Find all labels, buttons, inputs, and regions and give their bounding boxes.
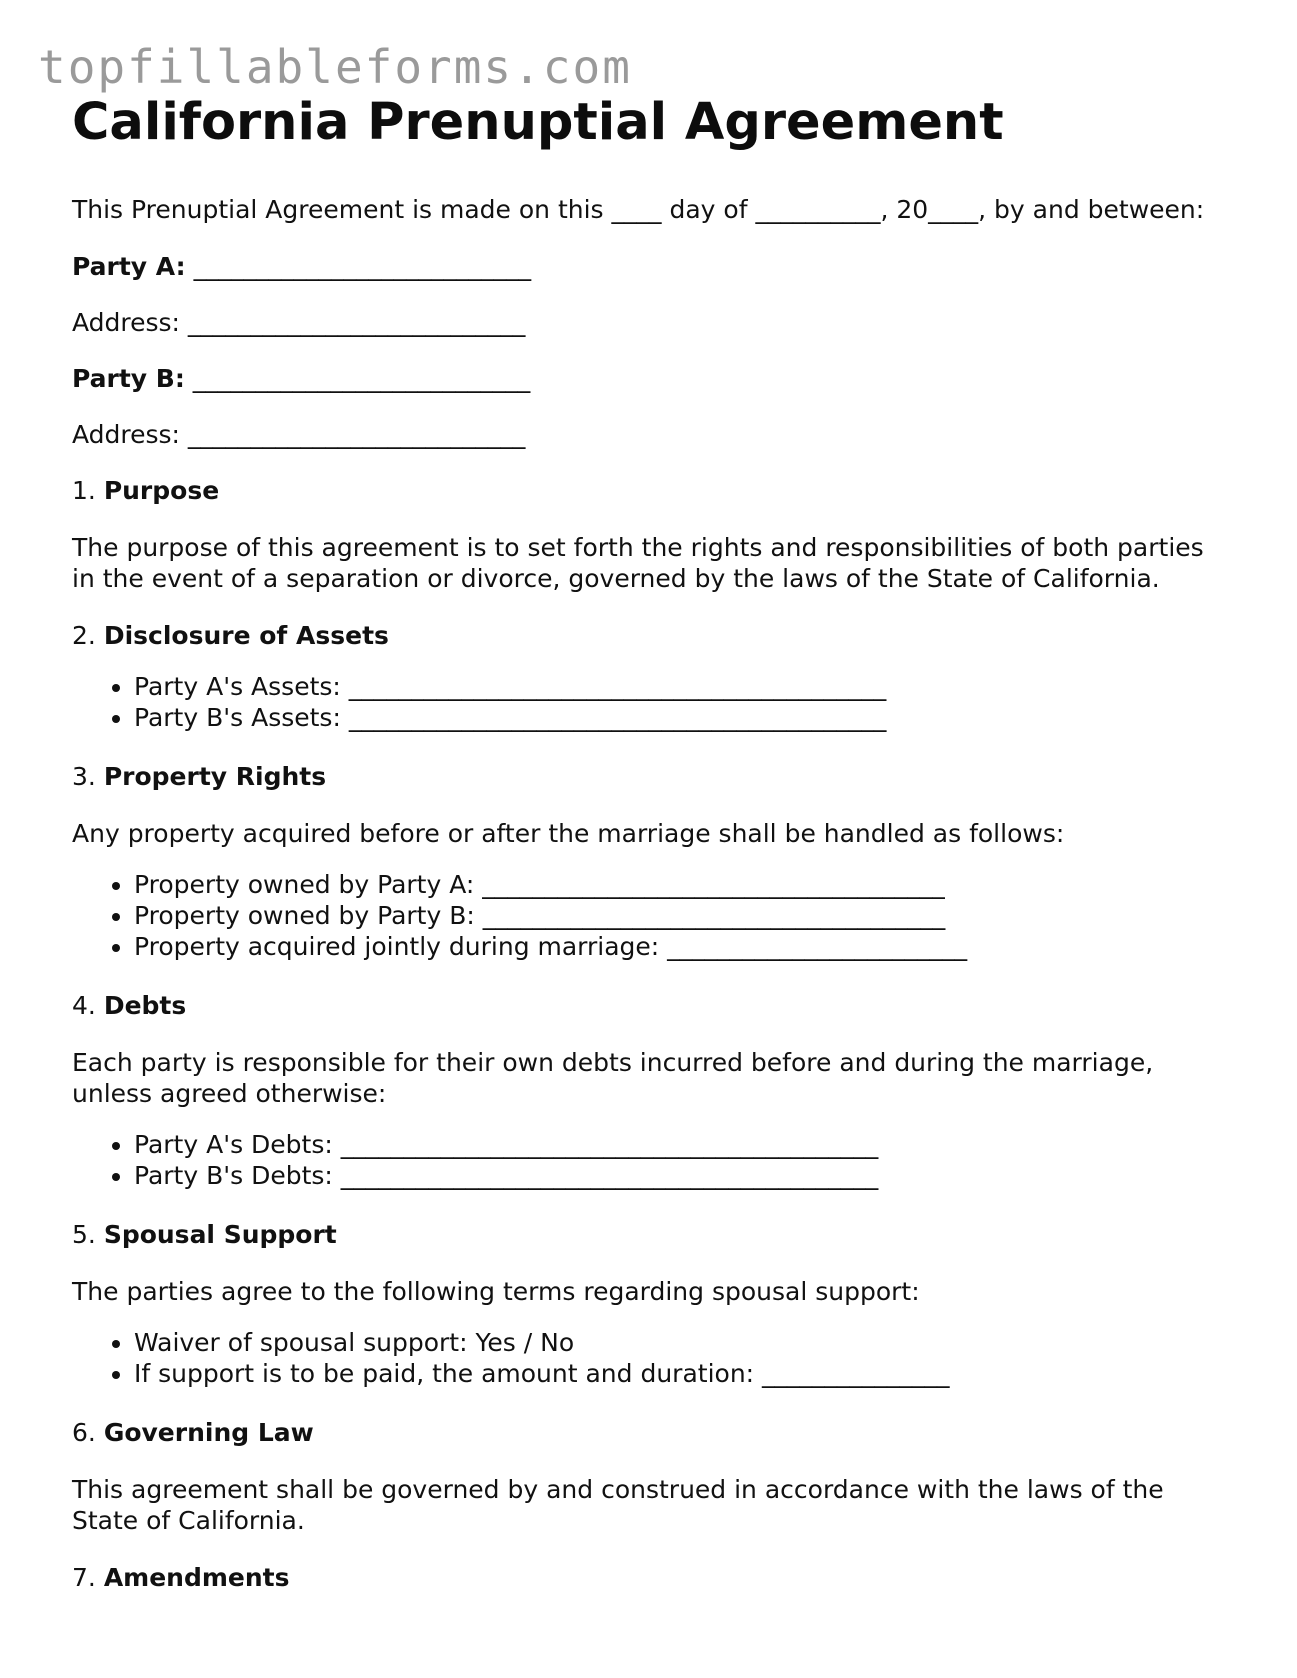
section-title: Purpose <box>103 476 220 505</box>
section-number: 1. <box>72 476 104 505</box>
party-b-address-blank[interactable]: ___________________________ <box>179 420 526 449</box>
purpose-text: The purpose of this agreement is to set forth the rights and responsibilities of both parties in the event of a separation or divorce, governed by the laws of the State of California. <box>72 533 1204 593</box>
list-item[interactable]: • Party B's Assets: ___________________________________________ <box>134 702 1232 733</box>
list-item[interactable]: • Party A's Debts: ___________________________________________ <box>134 1129 1232 1160</box>
assets-list <box>72 671 1232 733</box>
support-list <box>72 1327 1232 1389</box>
section-title: Governing Law <box>103 1418 314 1447</box>
party-a-blank[interactable]: ___________________________ <box>185 252 532 281</box>
section-number: 4. <box>72 991 104 1020</box>
list-item[interactable]: • Property owned by Party A: _____________________________________ <box>134 869 1232 900</box>
party-a-field[interactable] <box>72 251 1232 282</box>
party-a-address-label: Address: <box>72 308 180 337</box>
law-text: This agreement shall be governed by and construed in accordance with the laws of the State of California. <box>72 1475 1164 1535</box>
list-item[interactable]: • Waiver of spousal support: Yes / No <box>134 1327 1232 1358</box>
section-number: 2. <box>72 621 104 650</box>
list-item[interactable]: • If support is to be paid, the amount and duration: _______________ <box>134 1358 1232 1389</box>
party-b-address-label: Address: <box>72 420 180 449</box>
section-heading-purpose <box>72 475 1232 506</box>
section-number: 7. <box>72 1563 104 1592</box>
section-title: Disclosure of Assets <box>103 621 389 650</box>
property-text: Any property acquired before or after the marriage shall be handled as follows: <box>72 819 1065 848</box>
document-body <box>72 88 1232 1619</box>
list-item[interactable]: • Party B's Debts: ___________________________________________ <box>134 1160 1232 1191</box>
section-heading-law <box>72 1417 1232 1448</box>
section-title: Property Rights <box>103 762 327 791</box>
section-number: 3. <box>72 762 104 791</box>
section-number: 6. <box>72 1418 104 1447</box>
section-heading-property <box>72 761 1232 792</box>
party-a-address-field[interactable] <box>72 307 1232 338</box>
party-b-blank[interactable]: ___________________________ <box>184 364 531 393</box>
support-text: The parties agree to the following terms regarding spousal support: <box>72 1277 920 1306</box>
property-list <box>72 869 1232 962</box>
debts-text: Each party is responsible for their own debts incurred before and during the marriage, unless agreed otherwise: <box>72 1048 1154 1108</box>
page-title: California Prenuptial Agreement <box>72 93 1004 152</box>
watermark: topfillableforms.com <box>38 40 632 94</box>
list-item[interactable]: • Party A's Assets: ___________________________________________ <box>134 671 1232 702</box>
section-title: Debts <box>103 991 187 1020</box>
section-title: Amendments <box>103 1563 290 1592</box>
section-heading-assets <box>72 620 1232 651</box>
section-title: Spousal Support <box>103 1220 337 1249</box>
section-number: 5. <box>72 1220 104 1249</box>
list-item[interactable]: • Property owned by Party B: _____________________________________ <box>134 900 1232 931</box>
debts-list <box>72 1129 1232 1191</box>
intro-text: This Prenuptial Agreement is made on this ____ day of __________, 20____, by and between: <box>72 195 1205 224</box>
party-b-label: Party B: <box>72 364 185 393</box>
party-b-field[interactable] <box>72 363 1232 394</box>
party-a-address-blank[interactable]: ___________________________ <box>179 308 526 337</box>
section-heading-amendments <box>72 1562 1232 1593</box>
party-b-address-field[interactable] <box>72 419 1232 450</box>
party-a-label: Party A: <box>72 252 186 281</box>
section-heading-debts <box>72 990 1232 1021</box>
list-item[interactable]: • Property acquired jointly during marriage: ________________________ <box>134 931 1232 962</box>
section-heading-support <box>72 1219 1232 1250</box>
